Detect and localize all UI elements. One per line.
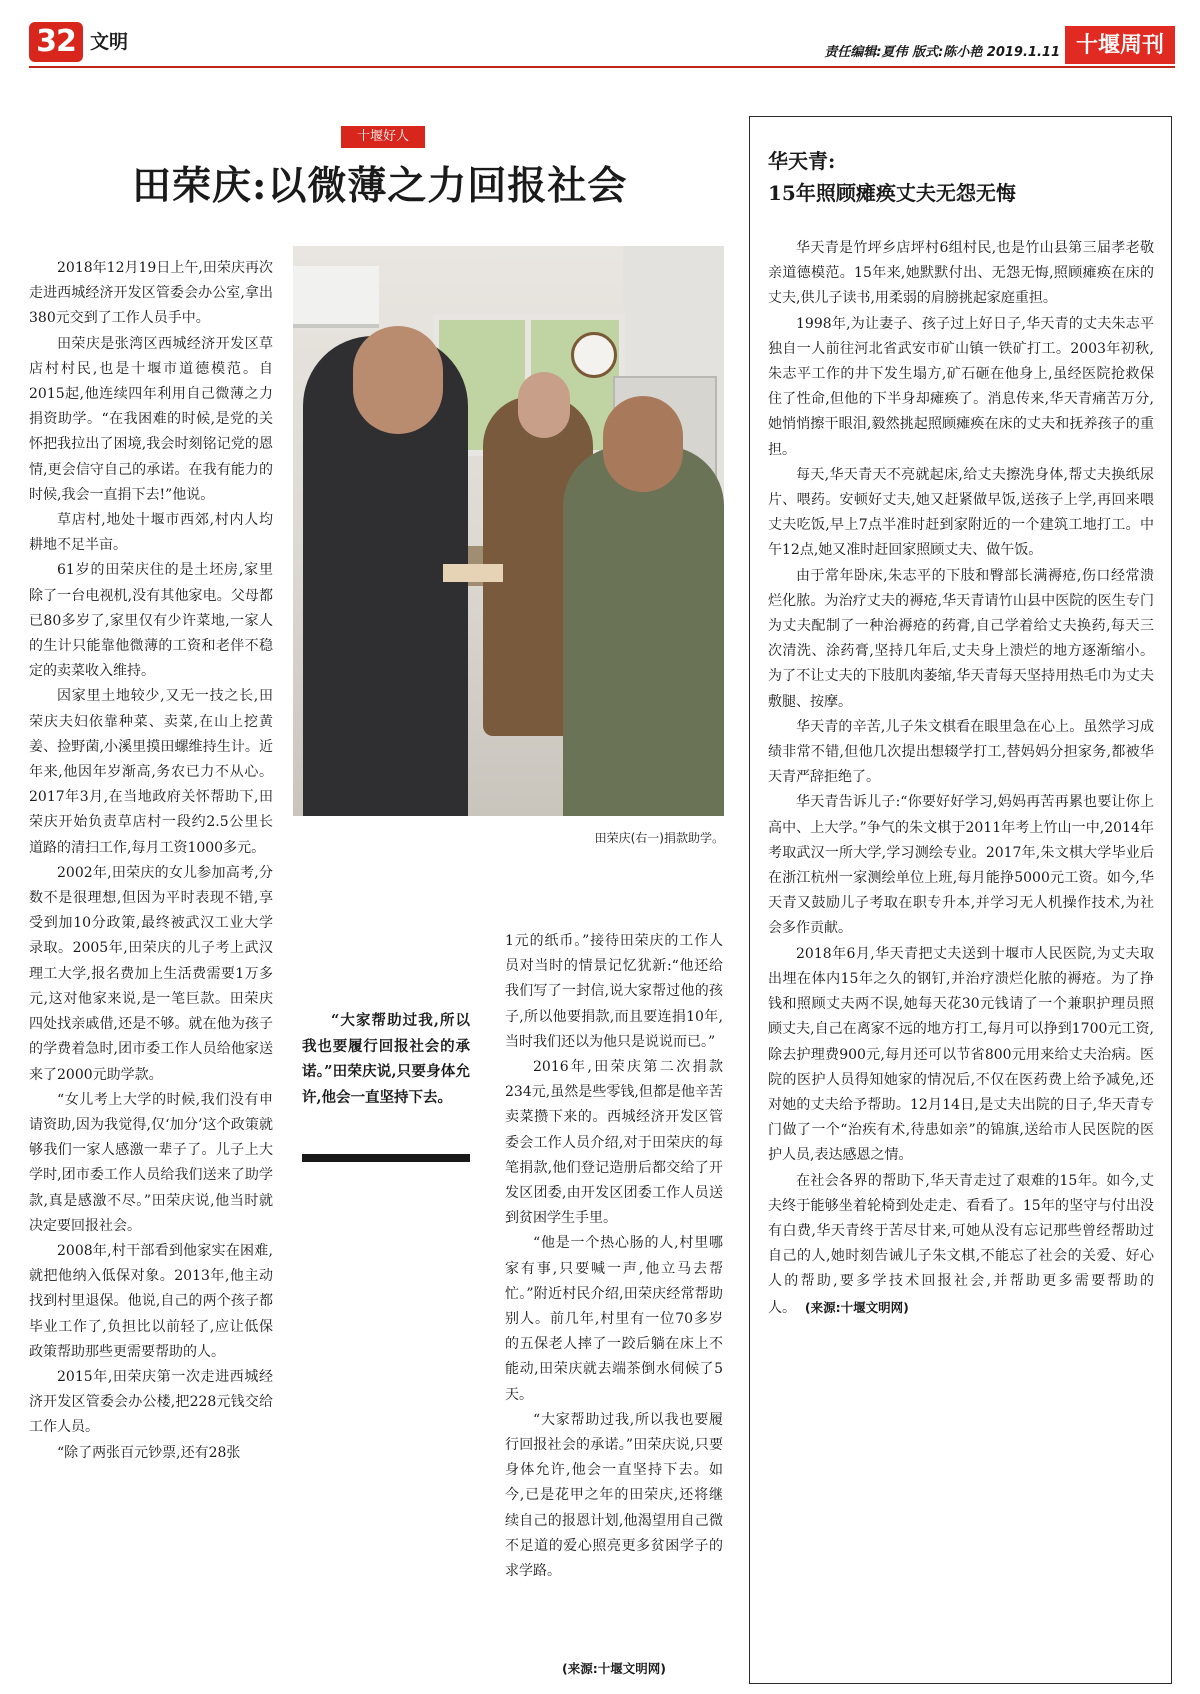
paragraph: 1元的纸币。”接待田荣庆的工作人员对当时的情景记忆犹新:“他还给我们写了一封信,说大家帮过他的孩子,所以他要捐款,而且要连捐10年,当时我们还以为他只是说说而已。”: [505, 933, 723, 1050]
paragraph: “女儿考上大学的时候,我们没有申请资助,因为我觉得,仅‘加分’这个政策就够我们一家人感激一辈子了。儿子上大学时,团市委工作人员给我们送来了助学款,真是感激不尽。”田荣庆说,他当时就决定要回报社会。: [29, 1091, 273, 1234]
paragraph: 因家里土地较少,又无一技之长,田荣庆夫妇依靠种菜、卖菜,在山上挖黄姜、捡野菌,小溪里摸田螺维持生计。近年来,他因年岁渐高,务农已力不从心。2017年3月,在当地政府关怀帮助下,田荣庆开始负责草店村一段约2.5公里长道路的清扫工作,每月工资1000多元。: [29, 688, 273, 856]
photo-caption: 田荣庆(右一)捐款助学。: [594, 831, 724, 845]
sidebar-body: [768, 236, 1154, 1682]
photo-person-head: [353, 326, 443, 434]
paragraph: [768, 1169, 1154, 1321]
article-category-tag: 十堰好人: [341, 126, 425, 148]
photo-wall-clock: [571, 332, 617, 378]
paragraph: 2016年,田荣庆第二次捐款234元,虽然是些零钱,但都是他辛苦卖菜攒下来的。西城经济开发区管委会工作人员介绍,对于田荣庆的每笔捐款,他们登记造册后都交给了开发区团委,由开发区团委工作人员送到贫困学生手里。: [505, 1059, 723, 1227]
photo-banknotes: [443, 564, 503, 582]
editor-credits: 责任编辑:夏伟 版式:陈小艳 2019.1.11: [824, 45, 1060, 60]
photo-air-conditioner: [293, 266, 379, 328]
paragraph: 由于常年卧床,朱志平的下肢和臀部长满褥疮,伤口经常溃烂化脓。为治疗丈夫的褥疮,华天青请竹山县中医院的医生专门为丈夫配制了一种治褥疮的药膏,自己学着给丈夫换药,每天三次清洗、涂药膏,坚持几年后,丈夫身上溃烂的地方逐渐缩小。为了不让丈夫的下肢肌肉萎缩,华天青每天坚持用热毛巾为丈夫敷腿、按摩。: [768, 567, 1154, 710]
paragraph: 每天,华天青天不亮就起床,给丈夫擦洗身体,帮丈夫换纸尿片、喂药。安顿好丈夫,她又赶紧做早饭,送孩子上学,再回来喂丈夫吃饭,早上7点半准时赶到家附近的一个建筑工地打工。中午12点,她又准时赶回家照顾丈夫、做午饭。: [768, 466, 1154, 559]
paragraph: 61岁的田荣庆住的是土坯房,家里除了一台电视机,没有其他家电。父母都已80多岁了,家里仅有少许菜地,一家人的生计只能靠他微薄的工资和老伴不稳定的卖菜收入维持。: [29, 562, 273, 680]
photo-person-head: [603, 396, 683, 492]
article-headline: 田荣庆:以微薄之力回报社会: [132, 163, 628, 209]
paragraph: 2018年6月,华天青把丈夫送到十堰市人民医院,为丈夫取出埋在体内15年之久的钢钉,并治疗溃烂化脓的褥疮。为了挣钱和照顾丈夫两不误,她每天花30元钱请了一个兼职护理员照顾丈夫,自己在离家不远的地方打工,每月可以挣到1700元工资,除去护理费900元,每月还可以节省800元用来给丈夫治病。医院的医护人员得知她家的情况后,不仅在医药费上给予减免,还对她的丈夫给予帮助。12月14日,是丈夫出院的日子,华天青专门做了一个“治疾有术,待患如亲”的锦旗,送给市人民医院的医护人员,表达感恩之情。: [768, 945, 1154, 1164]
pull-quote-text: “大家帮助过我,所以我也要履行回报社会的承诺。”田荣庆说,只要身体允许,他会一直坚持下去。: [302, 1012, 470, 1106]
article-column-1: [29, 256, 273, 1688]
photo-person-right: [563, 446, 724, 816]
sidebar-source: (来源:十堰文明网): [804, 1299, 909, 1315]
paragraph: 草店村,地处十堰市西郊,村内人均耕地不足半亩。: [29, 512, 273, 554]
photo-person-head: [518, 372, 570, 438]
paragraph: 2008年,村干部看到他家实在困难,就把他纳入低保对象。2013年,他主动找到村里退保。他说,自己的两个孩子都毕业工作了,负担比以前轻了,应让低保政策帮助那些更需要帮助的人。: [29, 1242, 273, 1360]
paragraph: 华天青告诉儿子:“你要好好学习,妈妈再苦再累也要让你上高中、上大学。”争气的朱文棋于2011年考上竹山一中,2014年考取武汉一所大学,学习测绘专业。2017年,朱文棋大学毕业后在浙江杭州一家测绘单位上班,每月能挣5000元工资。如今,华天青又鼓励儿子考取在职专升本,并学习无人机操作技术,为社会多作贡献。: [768, 794, 1154, 937]
sidebar-title: 华天青:: [768, 149, 836, 173]
paragraph: 2015年,田荣庆第一次走进西城经济开发区管委会办公楼,把228元钱交给工作人员。: [29, 1368, 273, 1436]
paragraph: 2018年12月19日上午,田荣庆再次走进西城经济开发区管委会办公室,拿出380元交到了工作人员手中。: [29, 260, 273, 327]
pull-quote: [302, 1008, 470, 1110]
paragraph: “他是一个热心肠的人,村里哪家有事,只要喊一声,他立马去帮忙。”附近村民介绍,田荣庆经常帮助别人。前几年,村里有一位70多岁的五保老人摔了一跤后躺在床上不能动,田荣庆就去端茶倒水伺候了5天。: [505, 1235, 723, 1403]
paragraph: 2002年,田荣庆的女儿参加高考,分数不是很理想,但因为平时表现不错,享受到加10分政策,最终被武汉工业大学录取。2005年,田荣庆的儿子考上武汉理工大学,报名费加上生活费需要1万多元,这对他家来说,是一笔巨款。田荣庆四处找亲戚借,还是不够。就在他为孩子的学费着急时,团市委工作人员给他家送来了2000元助学款。: [29, 864, 273, 1083]
newspaper-masthead: 十堰周刊: [1065, 26, 1175, 64]
paragraph: 华天青是竹坪乡店坪村6组村民,也是竹山县第三届孝老敬亲道德模范。15年来,她默默付出、无怨无悔,照顾瘫痪在床的丈夫,供儿子读书,用柔弱的肩膀挑起家庭重担。: [768, 240, 1154, 307]
article-source: (来源:十堰文明网): [562, 1661, 666, 1676]
paragraph: 华天青的辛苦,儿子朱文棋看在眼里急在心上。虽然学习成绩非常不错,但他几次提出想辍学打工,替妈妈分担家务,都被华天青严辞拒绝了。: [768, 718, 1154, 786]
paragraph-text: 在社会各界的帮助下,华天青走过了艰难的15年。如今,丈夫终于能够坐着轮椅到处走走、看看了。15年的坚守与付出没有白费,华天青终于苦尽甘来,可她从没有忘记那些曾经帮助过自己的人,她时刻告诫儿子朱文棋,不能忘了社会的关爱、好心人的帮助,要多学技术回报社会,并帮助更多需要帮助的人。: [768, 1172, 1154, 1316]
paragraph: 田荣庆是张湾区西城经济开发区草店村村民,也是十堰市道德模范。自2015起,他连续四年利用自己微薄之力捐资助学。“在我困难的时候,是党的关怀把我拉出了困境,我会时刻铭记党的恩情,更会信守自己的承诺。在我有能力的时候,我会一直捐下去!”他说。: [29, 335, 273, 503]
paragraph: “除了两张百元钞票,还有28张: [57, 1444, 241, 1461]
page-number-badge: 32: [29, 22, 83, 62]
sidebar-subtitle: 15年照顾瘫痪丈夫无怨无悔: [768, 181, 1016, 205]
section-label: 文明: [90, 31, 129, 53]
article-photo: [293, 246, 724, 816]
article-column-2: [505, 929, 723, 1689]
paragraph: “大家帮助过我,所以我也要履行回报社会的承诺。”田荣庆说,只要身体允许,他会一直坚持下去。如今,已是花甲之年的田荣庆,还将继续自己的报恩计划,他渴望用自己微不足道的爱心照亮更多贫困学子的求学路。: [505, 1411, 723, 1580]
paragraph: 1998年,为让妻子、孩子过上好日子,华天青的丈夫朱志平独自一人前往河北省武安市矿山镇一铁矿打工。2003年初秋,朱志平工作的井下发生塌方,矿石砸在他身上,虽经医院抢救保住了性命,但他的下半身却瘫痪了。消息传来,华天青痛苦万分,她悄悄擦干眼泪,毅然挑起照顾瘫痪在床的丈夫和抚养孩子的重担。: [768, 315, 1154, 458]
pull-quote-bar: [302, 1154, 470, 1162]
header-rule: [29, 66, 1175, 68]
